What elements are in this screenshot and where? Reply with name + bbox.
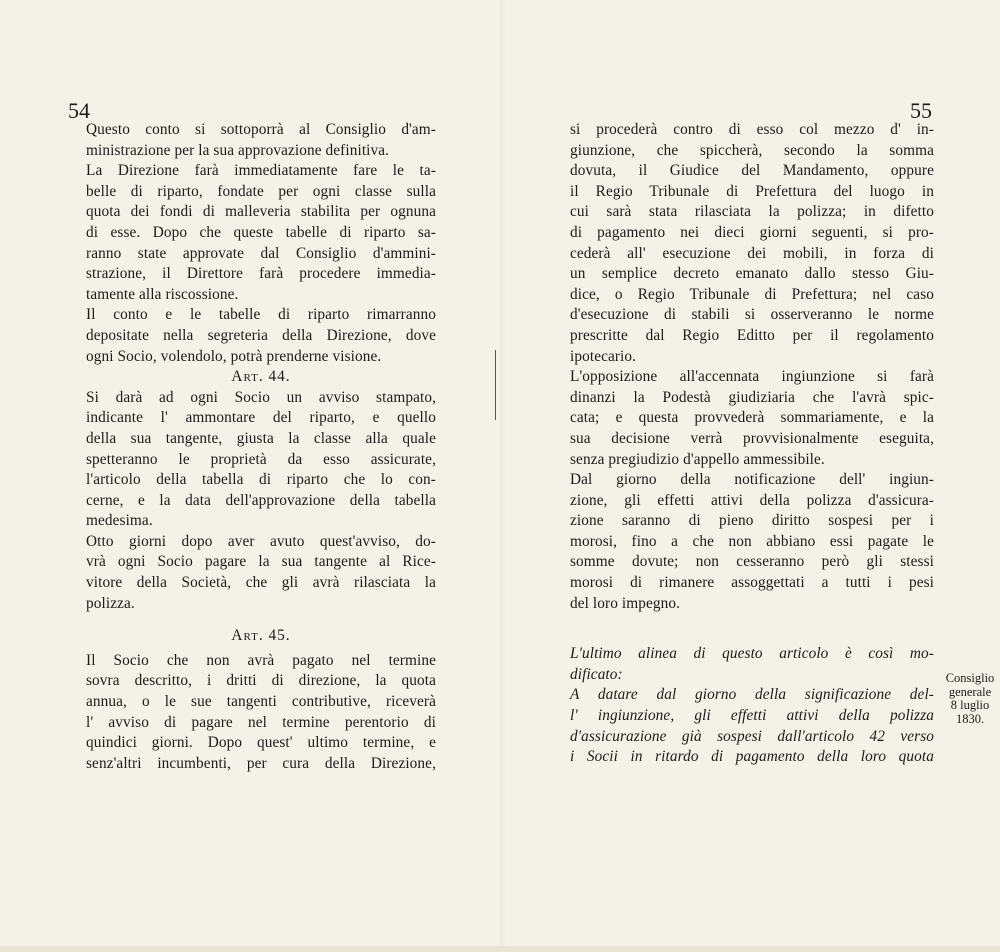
text-line: Il conto e le tabelle di riparto rimarranno <box>86 306 436 324</box>
italic-line: d'assicurazione già sospesi dall'articolo 42 verso <box>570 727 934 745</box>
text-line: La Direzione farà immediatamente fare le ta- <box>86 162 436 180</box>
text-line: ranno state approvate dal Consiglio d'ammini- <box>86 244 436 262</box>
text-line: zione, gli effetti attivi della polizza d'assicura- <box>570 491 934 509</box>
text-line: quota dei fondi di malleveria stabilita per ognuna <box>86 203 436 221</box>
right-page <box>570 98 934 768</box>
text-line: di pagamento nei dieci giorni seguenti, si pro- <box>570 223 934 241</box>
text-line: Si darà ad ogni Socio un avviso stampato, <box>86 388 436 406</box>
text-line: del loro impegno. <box>570 594 681 612</box>
text-line: Questo conto si sottoporrà al Consiglio d'am- <box>86 121 436 138</box>
text-line: senz'altri incumbenti, per cura della Direzione, <box>86 754 436 772</box>
italic-line: i Socii in ritardo di pagamento della loro quota <box>570 748 934 766</box>
text-line: d'esecuzione di stabili si osserveranno le norme <box>570 306 934 324</box>
left-page-text <box>86 120 436 774</box>
text-line: Il Socio che non avrà pagato nel termine <box>86 651 436 669</box>
text-line: spetteranno le proprietà da esso assicurate, <box>86 450 436 468</box>
text-line: cata; e questa provvederà sommariamente, e la <box>570 409 934 427</box>
margin-note-line: 8 luglio <box>950 698 990 712</box>
text-line: l'articolo della tabella di riparto che lo con- <box>86 471 436 489</box>
spacer <box>86 614 436 626</box>
spacer <box>570 614 934 644</box>
text-line: dice, o Regio Tribunale di Prefettura; nel caso <box>570 285 934 303</box>
text-line: somme dovute; non cesseranno però gli stessi <box>570 553 934 571</box>
text-line: ministrazione per la sua approvazione definitiva. <box>86 141 390 159</box>
margin-note-line: generale <box>948 684 992 699</box>
italic-line: A datare dal giorno della significazione del- <box>570 686 934 704</box>
text-line: cerne, e la data dell'approvazione della tabella <box>86 491 436 509</box>
italic-line: L'ultimo alinea di questo articolo è così mo- <box>570 645 934 663</box>
text-line: depositate nella segreteria della Direzione, dove <box>86 326 436 344</box>
text-line: senza pregiudizio d'appello ammessibile. <box>570 450 825 468</box>
text-line: sua decisione verrà provvisionalmente eseguita, <box>570 429 934 447</box>
text-line: morosi, fino a che non abbiano essi pagate le <box>570 532 934 550</box>
text-line: ogni Socio, volendolo, potrà prenderne visione. <box>86 347 382 365</box>
text-line: sovra descritto, i dritti di direzione, la quota <box>86 672 436 690</box>
text-line: morosi di rimanere assoggettati a tutti i pesi <box>570 574 934 592</box>
text-line: L'opposizione all'accennata ingiunzione si farà <box>570 368 934 386</box>
article-heading: Art. 44. <box>231 368 291 386</box>
text-line: medesima. <box>86 512 153 530</box>
right-page-number: 55 <box>910 98 932 123</box>
text-line: polizza. <box>86 594 135 612</box>
text-line: della sua tangente, giusta la classe alla quale <box>86 429 436 447</box>
text-line: un semplice decreto emanato dallo stesso Giu- <box>570 265 934 283</box>
page-bottom-edge <box>0 946 1000 952</box>
margin-note-line: Consiglio <box>945 671 995 685</box>
text-line: strazione, il Direttore farà procedere immedia- <box>86 265 436 283</box>
text-line: cui sarà stata rilasciata la polizza; in difetto <box>570 203 934 221</box>
article-heading: Art. 45. <box>231 627 291 645</box>
text-line: giunzione, che spiccherà, secondo la somma <box>570 141 934 159</box>
text-line: ipotecario. <box>570 347 637 365</box>
text-line: zione saranno di pieno diritto sospesi per i <box>570 512 934 530</box>
italic-line: dificato: <box>570 665 623 683</box>
text-line: indicante l' ammontare del riparto, e quello <box>86 409 436 427</box>
margin-note <box>940 672 1000 726</box>
text-line: di esse. Dopo che queste tabelle di riparto sa- <box>86 223 436 241</box>
text-line: quindici giorni. Dopo quest' ultimo termine, e <box>86 734 436 752</box>
gutter-mark <box>495 350 496 420</box>
text-line: tamente alla riscossione. <box>86 285 239 303</box>
margin-note-line: 1830. <box>955 711 985 726</box>
text-line: prescritte dal Regio Editto per il regolamento <box>570 326 934 344</box>
text-line: cederà all' esecuzione dei mobili, in forza di <box>570 244 934 262</box>
text-line: Dal giorno della notificazione dell' ingiun- <box>570 471 934 489</box>
text-line: dinanzi la Podestà giudiziaria che l'avrà spic- <box>570 388 934 406</box>
text-line: annua, o le sue tangenti contributive, riceverà <box>86 693 436 711</box>
text-line: belle di riparto, fondate per ogni classe sulla <box>86 182 436 200</box>
right-page-text <box>570 120 934 768</box>
left-page <box>86 98 436 774</box>
text-line: si procederà contro di esso col mezzo d' in- <box>570 121 934 138</box>
gutter-shadow <box>500 0 506 952</box>
text-line: vitore della Società, che gli avrà rilasciata la <box>86 574 436 592</box>
text-line: dovuta, il Giudice del Mandamento, oppure <box>570 162 934 180</box>
italic-line: l' ingiunzione, gli effetti attivi della polizza <box>570 707 934 725</box>
left-page-number: 54 <box>68 98 90 123</box>
text-line: vrà ogni Socio pagare la sua tangente al Rice- <box>86 553 436 571</box>
text-line: il Regio Tribunale di Prefettura del luogo in <box>570 182 934 200</box>
text-line: l' avviso di pagare nel termine perentorio di <box>86 713 436 731</box>
text-line: Otto giorni dopo aver avuto quest'avviso, do- <box>86 532 436 550</box>
